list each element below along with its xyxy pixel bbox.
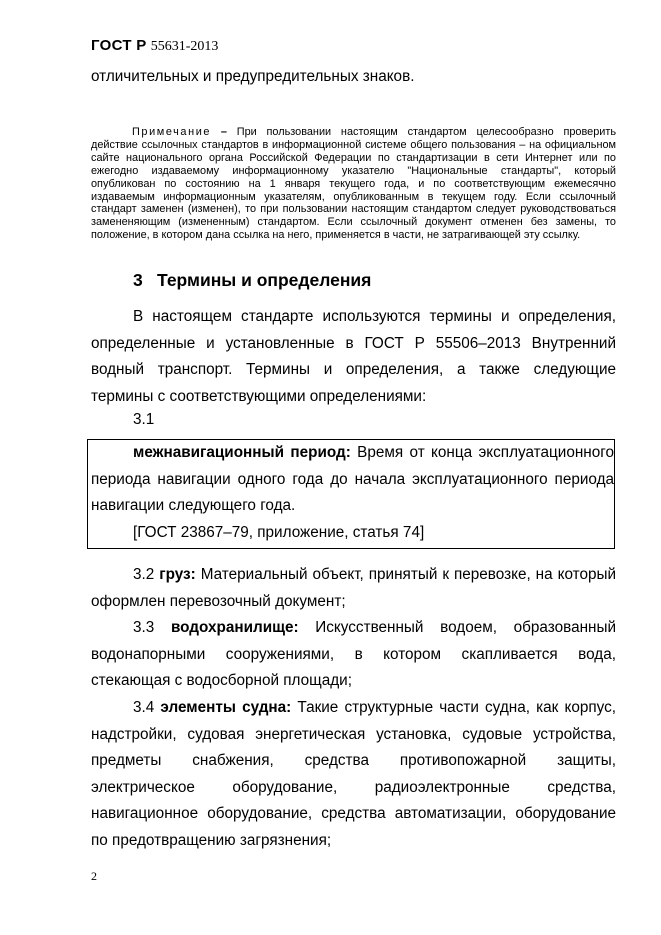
term-3-3-term: водохранилище: — [170, 619, 299, 636]
section-heading — [133, 270, 371, 291]
term-3-1-block — [91, 440, 614, 546]
page-number: 2 — [91, 869, 97, 883]
term-3-4-block — [91, 695, 616, 855]
term-3-2-number: 3.2 — [133, 566, 155, 583]
term-3-2-definition: Материальный объект, принятый к перевозке, на который оформлен перевозочный документ; — [91, 566, 617, 610]
standard-prefix: ГОСТ Р — [91, 37, 147, 54]
note-dash: – — [211, 126, 237, 138]
note-text: При пользовании настоящим стандартом целесообразно проверить действие ссылочных стандартов в информационной системе общего пользования – на официальном сайте национального органа Российской Федерации по стандартизации в сети Интернет или по ежегодно издаваемому информационному указателю "Национальные стандарты", который опубликован по состоянию на 1 января текущего года, и по соответствующим ежемесячно издаваемым информационным указателям, опубликованным в текущем году. Если ссылочный стандарт заменен (изменен), то при пользовании настоящим стандартом следует руководствоваться замененяющим (измененным) стандартом. Если ссылочный документ отменен без замены, то положение, в котором дана ссылка на него, применяется в части, не затрагивающей эту ссылку. — [91, 126, 616, 242]
term-3-1-reference: [ГОСТ 23867–79, приложение, статья 74] — [133, 523, 425, 541]
term-3-4-definition: Такие структурные части судна, как корпус, надстройки, судовая энергетическая установка, судовые устройства, предметы снабжения, средства противопожарной защиты, электрическое оборудование, радиоэлектронные средства, навигационное оборудование, средства автоматизации, оборудование по предотвращению загрязнения; — [91, 699, 617, 849]
section-number: 3 — [133, 270, 143, 290]
term-3-2-term: груз: — [159, 566, 196, 583]
term-3-4-number: 3.4 — [133, 699, 155, 716]
term-3-3-block — [91, 615, 616, 695]
term-3-3-number: 3.3 — [133, 619, 155, 636]
document-header — [91, 37, 218, 55]
intro-paragraph — [91, 304, 616, 410]
note-block — [91, 126, 616, 242]
continuation-text: отличительных и предупредительных знаков. — [91, 68, 415, 85]
term-3-4-term: элементы судна: — [160, 699, 292, 716]
term-3-2-block — [91, 562, 616, 615]
term-3-1-term: межнавигационный период: — [133, 444, 351, 461]
term-3-1-definition: Время от конца эксплуатационного периода навигации одного года до начала эксплуатационного периода навигации следующего года. — [91, 444, 614, 515]
section-title: Термины и определения — [157, 270, 372, 290]
standard-number: 55631-2013 — [150, 39, 219, 54]
note-label: Примечание — [132, 126, 212, 138]
intro-text: В настоящем стандарте используются термины и определения, определенные и установленные в ГОСТ Р 55506–2013 Внутренний водный транспорт. Термины и определения, а также следующие термины с соответствующими определениями: — [91, 308, 616, 405]
term-3-3-definition: Искусственный водоем, образованный водонапорными сооружениями, в котором скапливается вода, стекающая с водосборной площади; — [91, 619, 617, 690]
term-3-1-number: 3.1 — [133, 411, 155, 428]
